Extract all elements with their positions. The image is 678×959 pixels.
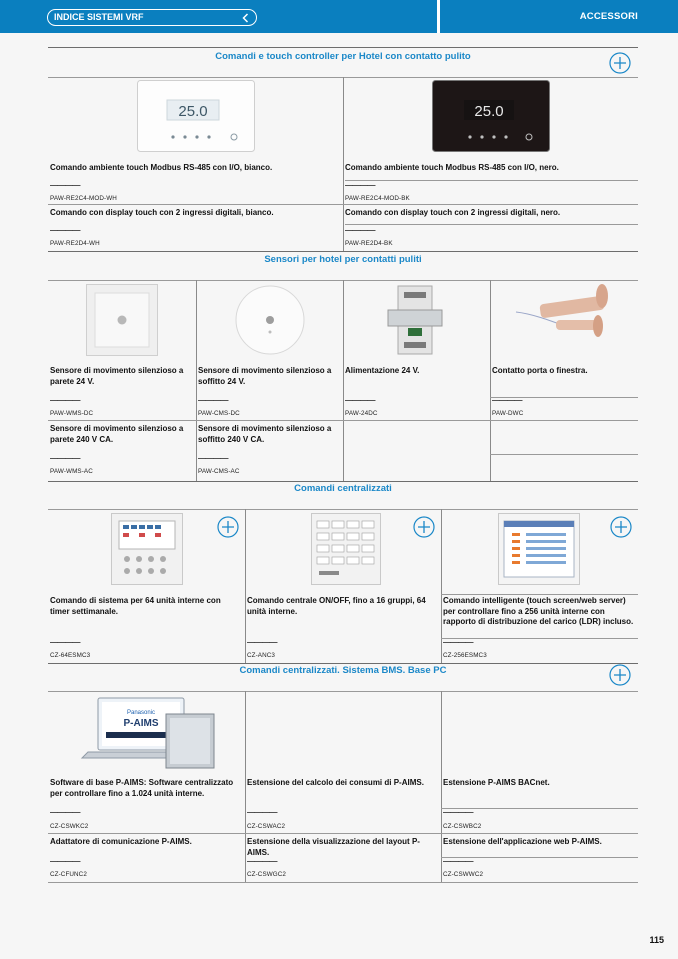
dash-mark: ———— [247, 857, 277, 866]
index-nav-button[interactable] [47, 9, 257, 26]
product-description: Comando ambiente touch Modbus RS-485 con I/O, nero. [345, 163, 559, 172]
product-code: PAW-WMS-DC [50, 410, 94, 417]
product-code: PAW-RE2C4-MOD-BK [345, 195, 410, 202]
white-touch-controller-image [137, 80, 255, 152]
row-rule [48, 882, 638, 883]
product-description: Estensione dell'applicazione web P-AIMS. [443, 837, 602, 846]
column-divider [490, 280, 491, 481]
product-description: Sensore di movimento silenzioso a soffitto 24 V. [198, 366, 332, 386]
chevron-left-icon [240, 12, 252, 24]
wall-motion-sensor-image [86, 284, 158, 356]
section-title: Comandi e touch controller per Hotel con contatto pulito [215, 51, 471, 62]
product-description: Software di base P-AIMS: Software centralizzato per controllare fino a 1.024 unità interne. [50, 778, 234, 798]
dash-mark: ———— [443, 638, 473, 647]
product-code: PAW-DWC [492, 410, 524, 417]
product-description: Estensione del calcolo dei consumi di P-AIMS. [247, 778, 424, 787]
product-description: Sensore di movimento silenzioso a parete 24 V. [50, 366, 184, 386]
dash-mark: ———— [492, 396, 522, 405]
product-description: Estensione P-AIMS BACnet. [443, 778, 550, 787]
product-code: PAW-CMS-DC [198, 410, 240, 417]
dash-mark: ———— [345, 226, 375, 235]
index-nav-label: INDICE SISTEMI VRF [54, 12, 144, 22]
product-description: Comando con display touch con 2 ingressi digitali, bianco. [50, 208, 274, 217]
expand-plus-icon[interactable] [217, 516, 239, 538]
expand-plus-icon[interactable] [610, 516, 632, 538]
display-temp: 25.0 [178, 103, 208, 120]
column-divider [245, 691, 246, 883]
product-code: CZ-CSWKC2 [50, 823, 89, 830]
p-aims-software-image [80, 694, 220, 774]
section-rule [48, 481, 638, 482]
section-title: Comandi centralizzati. Sistema BMS. Base PC [239, 665, 447, 676]
dash-mark: ———— [247, 808, 277, 817]
row-rule [441, 594, 638, 595]
product-code: PAW-24DC [345, 410, 378, 417]
top-bar [0, 0, 678, 33]
product-code: CZ-64ESMC3 [50, 652, 91, 659]
product-description: Sensore di movimento silenzioso a soffitto 240 V CA. [198, 424, 332, 444]
section-title: Sensori per hotel per contatti puliti [264, 254, 422, 265]
product-logo-text: P-AIMS [123, 718, 159, 729]
column-divider [343, 77, 344, 251]
dash-mark: ———— [443, 857, 473, 866]
dash-mark: ———— [50, 454, 80, 463]
product-description: Comando ambiente touch Modbus RS-485 con I/O, bianco. [50, 163, 273, 172]
product-description: Comando centrale ON/OFF, fino a 16 gruppi, 64 unità interne. [247, 596, 426, 616]
product-description: Comando di sistema per 64 unità interne con timer settimanale. [50, 596, 221, 616]
section-rule [48, 663, 638, 664]
product-code: CZ-256ESMC3 [443, 652, 487, 659]
dash-mark: ———— [50, 181, 80, 190]
product-code: PAW-WMS-AC [50, 468, 93, 475]
ceiling-motion-sensor-image [233, 284, 307, 356]
dash-mark: ———— [345, 396, 375, 405]
product-code: PAW-RE2D4-BK [345, 240, 393, 247]
product-code: CZ-ANC3 [247, 652, 275, 659]
dash-mark: ———— [50, 638, 80, 647]
product-description: Alimentazione 24 V. [345, 366, 420, 375]
section-rule [48, 691, 638, 692]
dash-mark: ———— [50, 226, 80, 235]
product-description: Estensione della visualizzazione del layout P-AIMS. [247, 837, 420, 857]
page-number: 115 [649, 935, 664, 945]
section-rule [48, 251, 638, 252]
product-code: CZ-CSWAC2 [247, 823, 286, 830]
product-code: CZ-CSWWC2 [443, 871, 484, 878]
product-code: PAW-RE2D4-WH [50, 240, 100, 247]
product-code: PAW-RE2C4-MOD-WH [50, 195, 117, 202]
column-divider [441, 509, 442, 663]
product-code: CZ-CSWGC2 [247, 871, 287, 878]
product-description: Comando con display touch con 2 ingressi digitali, nero. [345, 208, 561, 217]
column-divider [245, 509, 246, 663]
product-code: CZ-CFUNC2 [50, 871, 87, 878]
section-title: Comandi centralizzati [294, 483, 392, 494]
dash-mark: ———— [345, 181, 375, 190]
dash-mark: ———— [50, 857, 80, 866]
row-rule [48, 420, 638, 421]
dash-mark: ———— [247, 638, 277, 647]
row-rule [345, 224, 638, 225]
product-description: Comando intelligente (touch screen/web server) per controllare fino a 256 unità interne con rapporto di distribuzione del carico (LDR) incluso. [443, 596, 634, 626]
power-supply-image [386, 284, 444, 356]
black-touch-controller-image [432, 80, 550, 152]
dash-mark: ———— [198, 454, 228, 463]
header-divider [437, 0, 440, 33]
dash-mark: ———— [50, 808, 80, 817]
system-controller-image [111, 513, 183, 585]
expand-plus-icon[interactable] [609, 52, 631, 74]
expand-plus-icon[interactable] [609, 664, 631, 686]
product-description: Contatto porta o finestra. [492, 366, 588, 375]
central-onoff-controller-image [311, 513, 381, 585]
row-rule [345, 180, 638, 181]
product-code: CZ-CSWBC2 [443, 823, 482, 830]
section-label: ACCESSORI [579, 11, 638, 22]
brand-logo-text: Panasonic [126, 710, 156, 716]
column-divider [196, 280, 197, 481]
dash-mark: ———— [198, 396, 228, 405]
dash-mark: ———— [443, 808, 473, 817]
product-description: Sensore di movimento silenzioso a parete 240 V CA. [50, 424, 184, 444]
row-rule [490, 454, 638, 455]
section-rule [48, 509, 638, 510]
product-description: Adattatore di comunicazione P-AIMS. [50, 837, 192, 846]
expand-plus-icon[interactable] [413, 516, 435, 538]
door-contact-image [514, 284, 614, 354]
column-divider [441, 691, 442, 883]
product-code: PAW-CMS-AC [198, 468, 240, 475]
row-rule [48, 833, 638, 834]
dash-mark: ———— [50, 396, 80, 405]
display-temp: 25.0 [474, 103, 504, 120]
row-rule [48, 204, 638, 205]
intelligent-controller-image [498, 513, 580, 585]
section-rule [48, 47, 638, 48]
